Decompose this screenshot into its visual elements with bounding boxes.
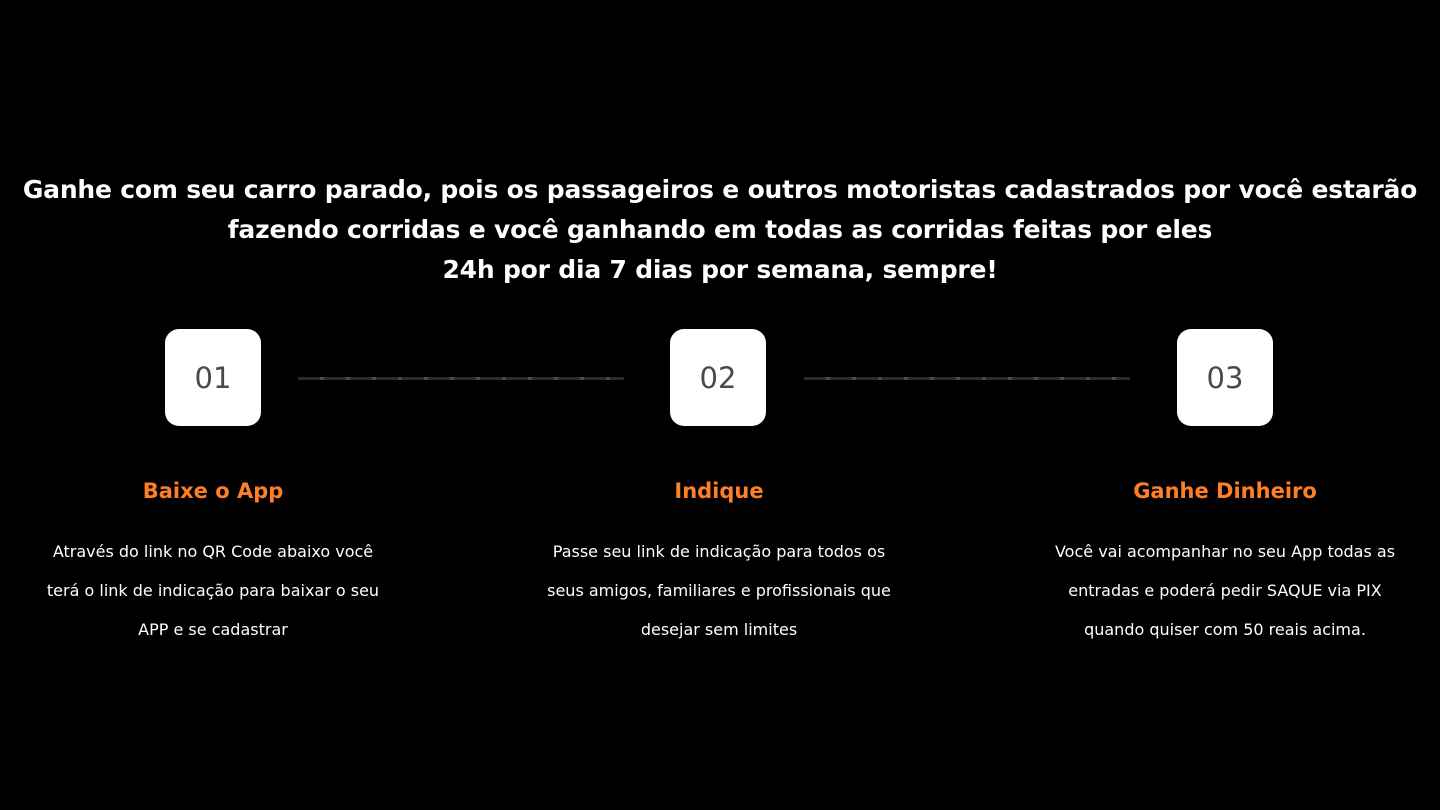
step-2-number: 02 <box>699 360 737 395</box>
step-2-desc-line-3: desejar sem limites <box>640 620 798 639</box>
step-2-description <box>519 532 919 649</box>
step-3-desc-line-3: quando quiser com 50 reais acima. <box>1084 620 1366 639</box>
headline <box>0 170 1440 290</box>
step-3-title: Ganhe Dinheiro <box>1133 479 1317 503</box>
step-2-title: Indique <box>674 479 764 503</box>
step-connector-2 <box>804 377 1130 380</box>
step-3-description <box>1025 532 1425 649</box>
step-connector-1 <box>298 377 624 380</box>
step-1-number-box <box>165 329 261 426</box>
step-1-desc-line-2: terá o link de indicação para baixar o seu <box>46 581 380 600</box>
headline-line-2: fazendo corridas e você ganhando em todas as corridas feitas por eles <box>227 215 1213 244</box>
step-1-number: 01 <box>194 360 232 395</box>
step-3-number-box <box>1177 329 1273 426</box>
step-1-desc-line-1: Através do link no QR Code abaixo você <box>52 542 374 561</box>
step-1-title: Baixe o App <box>142 479 284 503</box>
step-3-desc-line-1: Você vai acompanhar no seu App todas as <box>1054 542 1396 561</box>
step-2-desc-line-1: Passe seu link de indicação para todos os <box>552 542 886 561</box>
step-3-number: 03 <box>1206 360 1244 395</box>
step-2-number-box <box>670 329 766 426</box>
headline-line-3: 24h por dia 7 dias por semana, sempre! <box>442 255 998 284</box>
step-2-desc-line-2: seus amigos, familiares e profissionais que <box>547 581 891 600</box>
step-1-description <box>13 532 413 649</box>
step-3-desc-line-2: entradas e poderá pedir SAQUE via PIX <box>1068 581 1382 600</box>
headline-line-1: Ganhe com seu carro parado, pois os passageiros e outros motoristas cadastrados por você estarão <box>22 175 1418 204</box>
step-1-desc-line-3: APP e se cadastrar <box>138 620 288 639</box>
